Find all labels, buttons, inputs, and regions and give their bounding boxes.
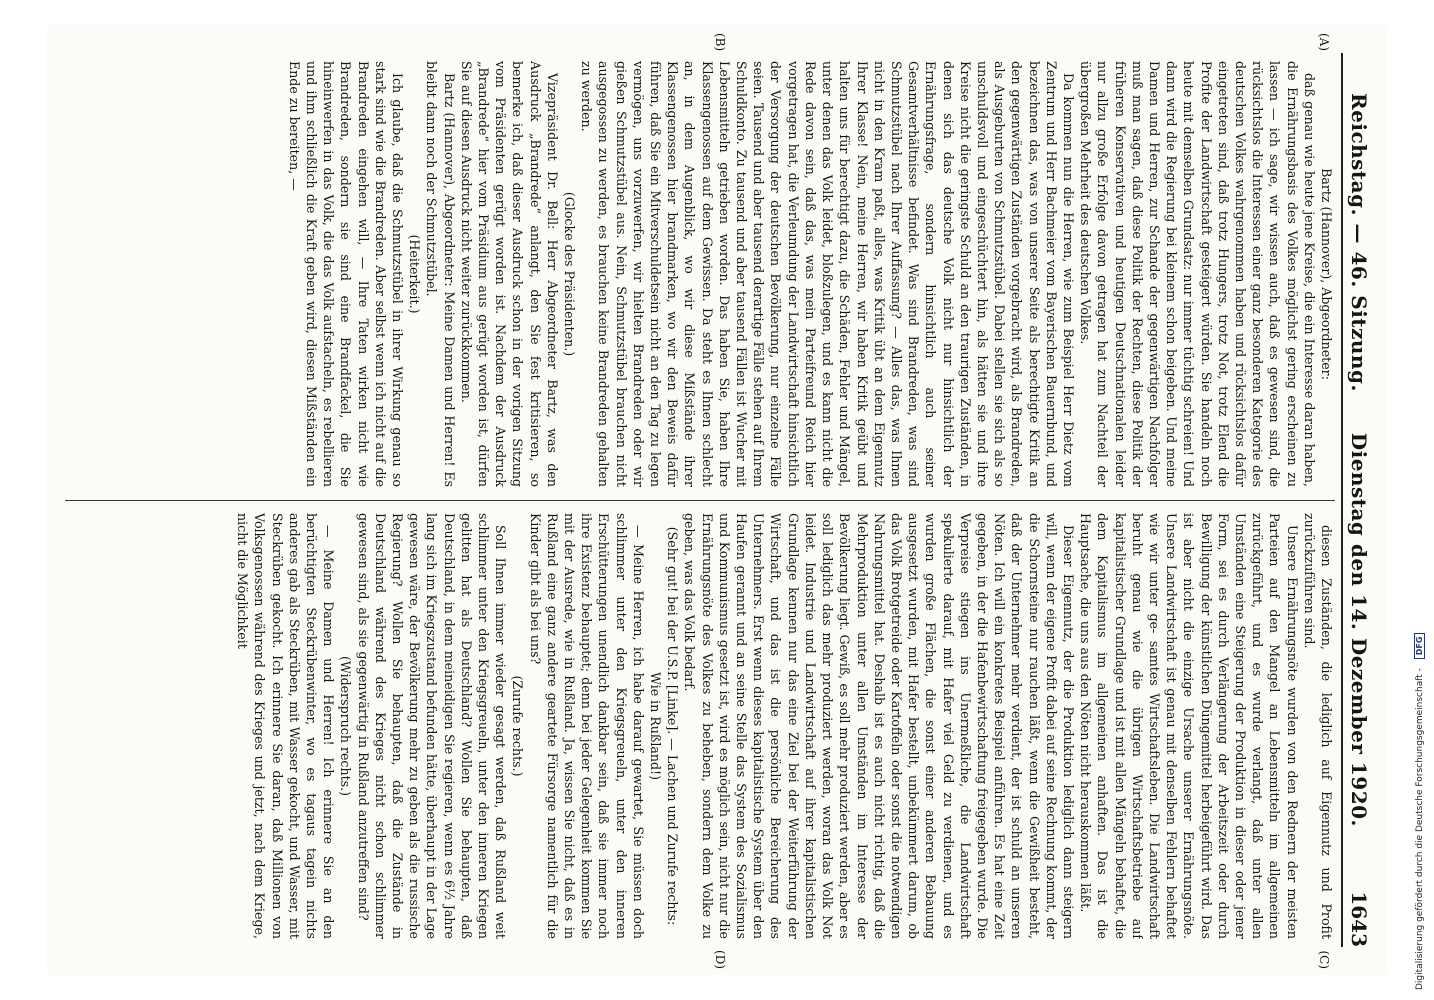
- interjection: (Widerspruch rechts.): [338, 655, 354, 797]
- margin-mark-a: (A): [1317, 33, 1331, 52]
- funding-text: Digitalisierung gefördert durch die Deutsche Forschungsgemeinschaft -: [1415, 668, 1425, 990]
- paragraph: — Meine Herren, ich habe darauf gewartet, Sie müssen doch schlimmer unter den Kriegsgreueln, unter den inneren Erschütterungen unendlich dankbar sein, daß sie immer noch ihre Existenz behauptet; denn bei jeder Gelegenheit kommen Sie mit der Ausrede, wie in Rußland. Ja, wissen Sie nicht, daß es in Rußland eine ganz andere geartete Fürsorge namentlich für die Kinder gibt als bei uns?: [527, 513, 646, 939]
- scanned-page: [47, 25, 1387, 975]
- paragraph: Ich glaube, daß die Schmutzstübel in ihrer Wirkung genau so stark sind wie die Brandreden. Aber selbst wenn ich nicht auf die Brandreden eingehen will, — Ihre Taten wirken nicht wie Brandreden, sondern sie sind eine Brandfackel, die Sie hineinwerfen in das Volk, die das Volk aufstacheln, es rebellieren und ihm schließlich die Kraft geben wird, diesen Mißständen ein Ende zu bereiten, —: [286, 61, 406, 487]
- dfg-logo: DFG: [1414, 633, 1425, 660]
- page-number: 1643: [1347, 891, 1371, 947]
- header-rule: [1341, 53, 1343, 947]
- paragraph: Dieser Eigennutz, der die Produktion lediglich dann steigern will, wenn der eigene Profit dabei auf seine Rechnung kommt, der die Schornsteine nur rauchen läßt, wenn die Gewißheit besteht, daß der Unternehmer mehr verdient, der ist schuld an unseren Nöten. Ich will ein konkretes Beispiel anführen. Es hat eine Zeit gegeben, in der die Hafenbewirtschaftung freigegeben wurde. Die Verpreise stiegen ins Unermeßliche, die Landwirtschaft spekulierte darauf, mit Hafer viel Geld zu verdienen, und es wurden große Flächen, die sonst einer anderen Bebauung ausgesetzt wurden, mit Hafer bestellt, unbekümmert darum, ob das Volk Brotgetreide oder Kartoffeln oder sonst die notwendigen Nahrungsmittel hat. Deshalb ist es auch nicht richtig, daß die Mehrproduktion unter allen Umständen im Interesse der Bevölkerung liegt. Gewiß, es soll mehr produziert werden, aber es soll lediglich das mehr produziert werden, woran das Volk Not leidet. Industrie und Landwirtschaft auf ihrer kapitalistischen Grundlage kennen nur das eine Ziel bei der Weiterführung der Wirtschaft, und das ist die persönliche Bereicherung des Unternehmers. Erst wenn dieses kapitalistische System über den Haufen gerannt und an seine Stelle das System des Sozialismus und Kommunismus gesetzt ist, wird es möglich sein, nicht nur die Ernährungsnöte des Volkes zu beheben, sondern dem Volke zu geben, was das Volk bedarf.: [682, 513, 1076, 939]
- funding-note: [1414, 633, 1425, 990]
- left-column: [65, 61, 1335, 487]
- speaker-line: Bartz (Hannover), Abgeordneter:: [1319, 168, 1334, 380]
- paragraph: Unsere Ernährungsnöte wurden von den Rednern der meisten Parteien auf den Mangel an Lebensmitteln im allgemeinen zurückgeführt, und es wurde verlangt, daß unter allen Umständen eine Steigerung der Produktion in dieser oder jener Form, sei es durch Verlängerung der Arbeitszeit oder durch Bewilligung der künstlichen Düngemittel herbeigeführt wird. Das ist aber nicht die einzige Ursache unserer Ernährungsnöte. Unsere Landwirtschaft ist genau mit denselben Fehlern behaftet wie wir unter ge- samtes Wirtschaftsleben. Die Landwirtschaft beruht genau wie die übrigen Wirtschaftsbetriebe auf kapitalistischer Grundlage und ist mit allen Mängeln behaftet, die dem Kapitalismus im allgemeinen anhaften. Das ist die Hauptsache, die uns aus den Nöten nicht herauskommen läßt.: [1078, 513, 1300, 939]
- paragraph: diesen Zuständen, die lediglich auf Eigennutz und Profit zurückzuführen sind.: [1301, 513, 1334, 939]
- paragraph: — Meine Damen und Herren! Ich erinnere Sie an den berüchtigten Steckrübenwinter, wo es tagaus tagein nichts anderes gab als Steckrüben, mit Wasser gekocht, und Wasser, mit Steckrüben gekocht. Ich erinnere Sie daran, daß Millionen von Volksgenossen während des Krieges und jetzt, nach dem Kriege, nicht die Möglichkeit: [235, 513, 337, 939]
- header-date: Dienstag den 14. Dezember 1920.: [1347, 432, 1371, 827]
- margin-mark-b: (B): [713, 33, 727, 52]
- paragraph: Soll Ihnen immer wieder gesagt werden, daß Rußland weit schlimmer unter den Kriegsgreueln, unter den inneren Kriegen gelitten hat als Deutschland? Wollen Sie behaupten, daß Deutschland, in dem meineidigen Sie regieren, wenn es 6½ Jahre lang sich im Kriegszustand befunden hätte, überhaupt in der Lage gewesen wäre, der Bevölkerung mehr zu geben als die russische Regierung? Wollen Sie behaupten, daß die Zustände in Deutschland während des Krieges nicht schon schlimmer gewesen sind, als sie gegenwärtig in Rußland anzutreffen sind?: [355, 513, 509, 939]
- paragraph: daß genau wie heute jene Kreise, die ein Interesse daran haben, die Ernährungsbasis des Volkes möglichst gering erscheinen zu lassen — ich sage, wir wissen auch, daß es gewesen sind, die rücksichtslos die Interessen einer ganz besonderen Kategorie des deutschen Volkes wahrgenommen haben und rücksichtslos dafür eingetreten sind, daß trotz Hungers, trotz Not, trotz Elend die Profite der Landwirtschaft gesteigert würden. Sie handeln noch heute mit demselben Grundsatz: nur immer tüchtig schreien! Und dann wird die Regierung bei kleinem schon beigeben. Und meine Damen und Herren, zur Schande der gegenwärtigen Nachfolger muß man sagen, daß diese Politik der Rechten, diese Politik der früheren Konservativen und heutigen Deutschnationalen leider nur allzu große Erfolge davon getragen hat zum Nachteil der übergroßen Mehrheit des deutschen Volkes.: [1078, 61, 1317, 487]
- president-paragraph: Vizepräsident Dr. Bell: Herr Abgeordneter Bartz, was den Ausdruck „Brandrede“ anlangt, den Sie fest kritisieren, so bemerke ich, daß dieser Ausdruck schon in der vorigen Sitzung vom Präsidenten gerügt worden ist. Nachdem der Ausdruck „Brandrede“ hier vom Präsidium aus gerügt worden ist, dürfen Sie auf diesen Ausdruck nicht weiter zurückkommen.: [458, 61, 560, 487]
- right-column: [65, 513, 1335, 939]
- interjection: (Glocke des Präsidenten.): [562, 191, 578, 357]
- interjection: (Zurufe rechts.): [510, 675, 526, 777]
- reply-paragraph: Bartz (Hannover), Abgeordneter: Meine Damen und Herren! Es bleibt dann noch der Schmutzstübel.: [424, 61, 457, 487]
- page-header: [1345, 53, 1373, 947]
- interjection: (Sehr gut! bei der U.S.P. [Linke]. — Lachen und Zurufe rechts: Wie in Rußland!): [648, 526, 681, 926]
- header-session: Reichstag. — 46. Sitzung.: [1347, 93, 1371, 392]
- interjection: (Heiterkeit.): [407, 234, 423, 314]
- paragraph: Da kommen nun die Herren, wie zum Beispiel Herr Dietz vom Zentrum und Herr Bachmeier vom Bayerischen Bauernbund, und bezeichnen das, was von unserer Seite als berechtigte Kritik an den gegenwärtigen Zuständen vorgebracht wird, als Brandreden, als Ausgeburten von Schmutzstübel. Dabei stellen sie sich als so unschuldsvoll und eingeschüchtert hin, als hätten sie und ihre Kreise nicht die geringste Schuld an den traurigen Zuständen, in denen sich das deutsche Volk nicht nur hinsichtlich der Ernährungsfrage, sondern hinsichtlich auch seiner Gesamtverhältnisse befindet. Was sind Brandreden, was sind Schmutzstübel nach Ihrer Auffassung? — Alles das, was Ihnen nicht in den Kram paßt, alles, was Kritik übt an dem Eigennutz Ihrer Klasse! Nein, meine Herren, wir haben Kritik geübt und halten uns für berechtigt dazu, die Schäden, Fehler und Mängel, unter denen das Volk leidet, bloßzulegen, und es kann nicht die Rede davon sein, daß das, was mein Parteifreund Reich hier vorgetragen hat, die Verleumdung der Landwirtschaft hinsichtlich der Versorgung der deutschen Bevölkerung, nur einzelne Fälle seien. Tausend und aber tausend derartige Fälle stehen auf Ihrem Schuldkonto. Zu tausend und aber tausend Fällen ist Wucher mit Lebensmitteln getrieben worden. Das haben Sie, haben Ihre Klassengenossen auf dem Gewissen. Da steht es Ihnen schlecht an, in dem Augenblick, wo wir diese Mißstände ihrer Klassengenossen hier brandmarken, wo wir den Beweis dafür führen, daß Sie ein Mitverschuldetsein nicht an den Tag zu legen vermögen, uns vorzuwerfen, wir hielten Brandreden oder wir gießen Schmutzstübel aus. Nein, Schmutzstübel brauchen nicht ausgegossen zu werden, es brauchen keine Brandreden gehalten zu werden.: [579, 61, 1076, 487]
- margin-mark-c: (C): [1317, 950, 1331, 969]
- column-divider: [65, 500, 1335, 501]
- margin-mark-d: (D): [713, 950, 727, 969]
